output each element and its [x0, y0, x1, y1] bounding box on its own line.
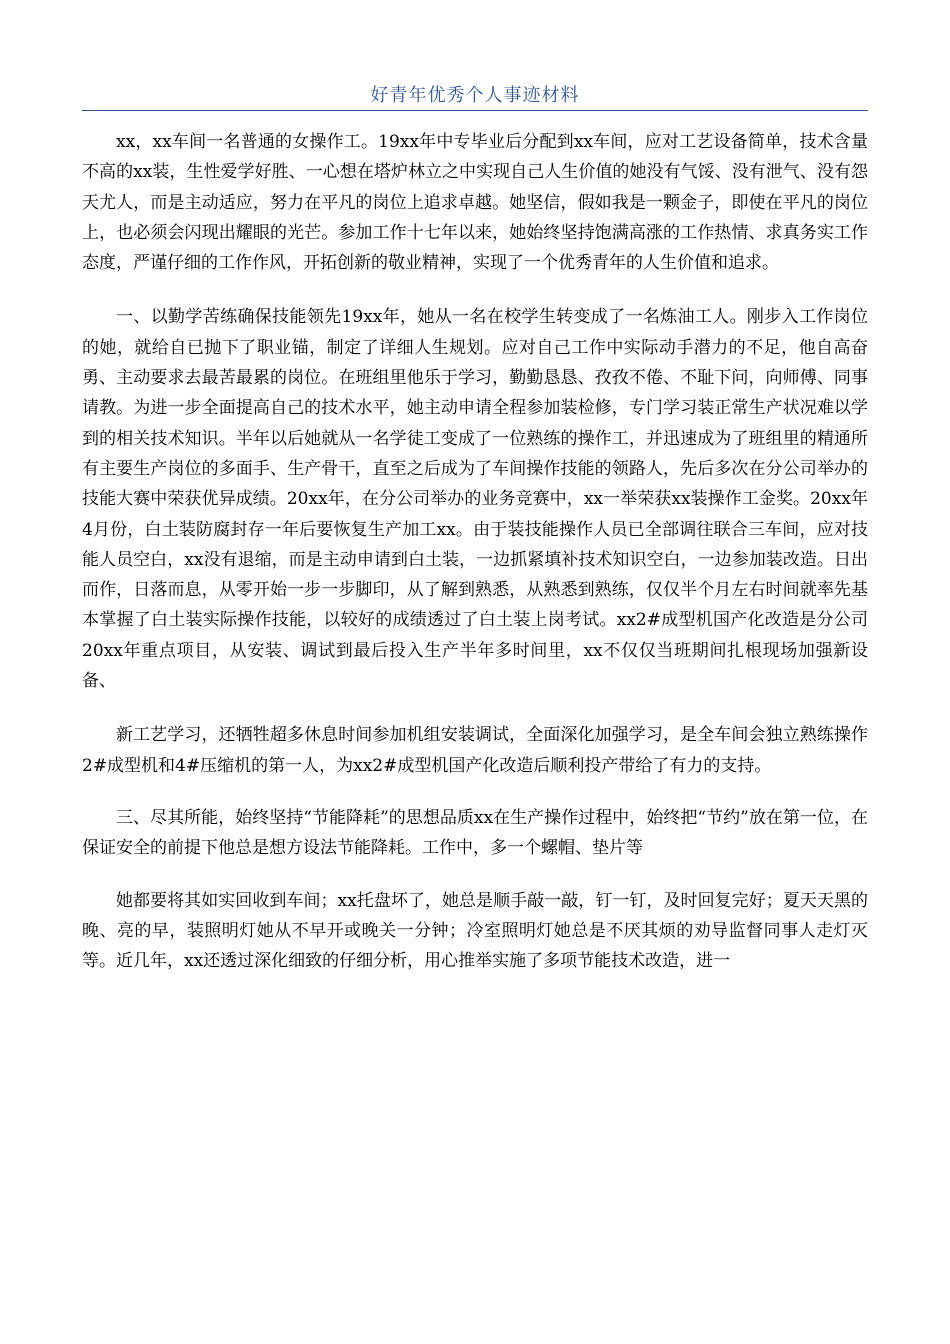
document-page — [82, 0, 868, 1344]
page-header — [82, 84, 868, 111]
paragraph-section-one: 一、以勤学苦练确保技能领先19xx年，她从一名在校学生转变成了一名炼油工人。刚步入工作岗位的她，就给自已抛下了职业锚，制定了详细人生规划。应对自己工作中实际动手潜力的不足，他自高奋勇、主动要求去最苦最累的岗位。在班组里他乐于学习，勤勤恳恳、孜孜不倦、不耻下问，向师傅、同事请教。为进一步全面提高自己的技术水平，她主动申请全程参加装检修，专门学习装正常生产状况难以学到的相关技术知识。半年以后她就从一名学徒工变成了一位熟练的操作工，并迅速成为了班组里的精通所有主要生产岗位的多面手、生产骨干，直至之后成为了车间操作技能的领路人，先后多次在分公司举办的技能大赛中荣获优异成绩。20xx年，在分公司举办的业务竞赛中，xx一举荣获xx装操作工金奖。20xx年4月份，白土装防腐封存一年后要恢复生产加工xx。由于装技能操作人员已全部调往联合三车间，应对技能人员空白，xx没有退缩，而是主动申请到白土装，一边抓紧填补技术知识空白，一边参加装改造。日出而作，日落而息，从零开始一步一步脚印，从了解到熟悉，从熟悉到熟练，仅仅半个月左右时间就率先基本掌握了白土装实际操作技能，以较好的成绩透过了白土装上岗考试。xx2#成型机国产化改造是分公司20xx年重点项目，从安装、调试到最后投入生产半年多时间里，xx不仅仅当班期间扎根现场加强新设备、 — [82, 307, 868, 692]
paragraph-intro: xx，xx车间一名普通的女操作工。19xx年中专毕业后分配到xx车间，应对工艺设备简单，技术含量不高的xx装，生性爱学好胜、一心想在塔炉林立之中实现自己人生价值的她没有气馁、没有泄气、没有怨天尤人，而是主动适应，努力在平凡的岗位上追求卓越。她坚信，假如我是一颗金子，即使在平凡的岗位上，也必须会闪现出耀眼的光芒。参加工作十七年以来，她始终坚持饱满高涨的工作热情、求真务实工作态度，严谨仔细的工作作风，开拓创新的敬业精神，实现了一个优秀青年的人生价值和追求。 — [82, 132, 868, 274]
paragraph-section-three: 三、尽其所能，始终坚持“节能降耗”的思想品质xx在生产操作过程中，始终把“节约”放在第一位，在保证安全的前提下他总是想方设法节能降耗。工作中，多一个螺帽、垫片等 — [82, 807, 868, 859]
document-body — [82, 127, 868, 1000]
paragraph-continuation: 新工艺学习，还牺牲超多休息时间参加机组安装调试，全面深化加强学习，是全车间会独立熟练操作2#成型机和4#压缩机的第一人，为xx2#成型机国产化改造后顺利投产带给了有力的支持。 — [82, 725, 868, 776]
header-title: 好青年优秀个人事迹材料 — [370, 85, 580, 106]
paragraph-energy-saving: 她都要将其如实回收到车间；xx托盘坏了，她总是顺手敲一敲，钉一钉，及时回复完好；夏天天黑的晚、亮的早，装照明灯她从不早开或晚关一分钟；冷室照明灯她总是不厌其烦的劝导监督同事人走灯灭等。近几年，xx还透过深化细致的仔细分析，用心推举实施了多项节能技术改造，进一 — [82, 890, 868, 972]
